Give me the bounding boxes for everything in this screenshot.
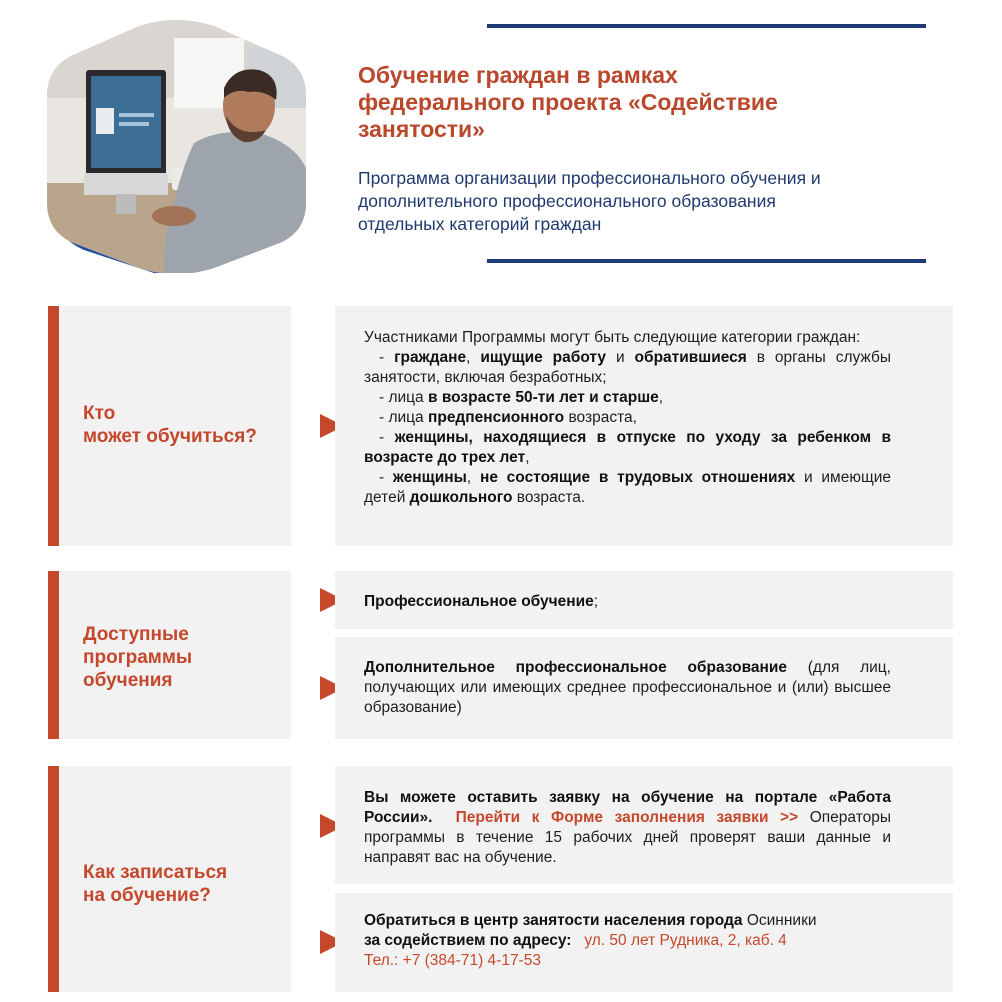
eligibility-card [335, 306, 953, 546]
program-card-additional [335, 637, 953, 739]
accent-bar [48, 306, 59, 546]
program-text: Дополнительное профессиональное образование (для лиц, получающих или имеющих среднее профессиональное и (или) высшее образование) [364, 659, 891, 716]
hero-image [44, 18, 309, 273]
enroll-card-center [335, 893, 953, 992]
eligibility-item: - женщины, не состоящие в трудовых отношениях и имеющие детей дошкольного возраста. [364, 469, 891, 506]
section-label-enroll [48, 766, 291, 992]
page-title: Обучение граждан в рамках федерального проекта «Содействие занятости» [358, 62, 778, 142]
section-label-text: Как записаться на обучение? [83, 862, 228, 906]
eligibility-item: - женщины, находящиеся в отпуске по уходу за ребенком в возрасте до трех лет, [364, 429, 891, 466]
enroll-card-portal [335, 766, 953, 884]
page-subtitle: Программа организации профессионального обучения и дополнительного профессионального образования отдельных категорий граждан [358, 168, 821, 234]
enroll-center-text: Обратиться в центр занятости населения города Осинники за содействием по адресу: ул. 50 лет Рудника, 2, каб. 4 Тел.: +7 (384-71) 4-17-53 [364, 911, 891, 971]
header-rule-top [487, 24, 926, 28]
eligibility-item: - граждане, ищущие работу и обратившиеся в органы службы занятости, включая безработных; [364, 349, 891, 386]
accent-bar [48, 571, 59, 739]
section-label-text: Кто может обучиться? [83, 403, 257, 447]
header-rule-bottom [487, 259, 926, 263]
section-label-programs [48, 571, 291, 739]
office-worker-illustration [44, 18, 309, 273]
enroll-portal-text: Вы можете оставить заявку на обучение на портале «Работа России». Перейти к Форме заполнения заявки >> Операторы программы в течение 15 рабочих дней проверят ваши данные и направят вас на обучение. [364, 789, 891, 866]
eligibility-text [364, 328, 891, 508]
section-label-text: Доступные программы обучения [83, 624, 193, 691]
accent-bar [48, 766, 59, 992]
phone-text: Тел.: +7 (384-71) 4-17-53 [364, 952, 541, 969]
program-text: Профессиональное обучение; [364, 593, 599, 610]
address-text: ул. 50 лет Рудника, 2, каб. 4 [584, 932, 787, 949]
section-label-who [48, 306, 291, 546]
eligibility-item: - лица в возрасте 50-ти лет и старше, [379, 389, 664, 406]
program-card-professional [335, 571, 953, 629]
eligibility-intro: Участниками Программы могут быть следующие категории граждан: [364, 329, 861, 346]
eligibility-item: - лица предпенсионного возраста, [379, 409, 637, 426]
application-form-link[interactable]: Перейти к Форме заполнения заявки >> [455, 809, 799, 826]
